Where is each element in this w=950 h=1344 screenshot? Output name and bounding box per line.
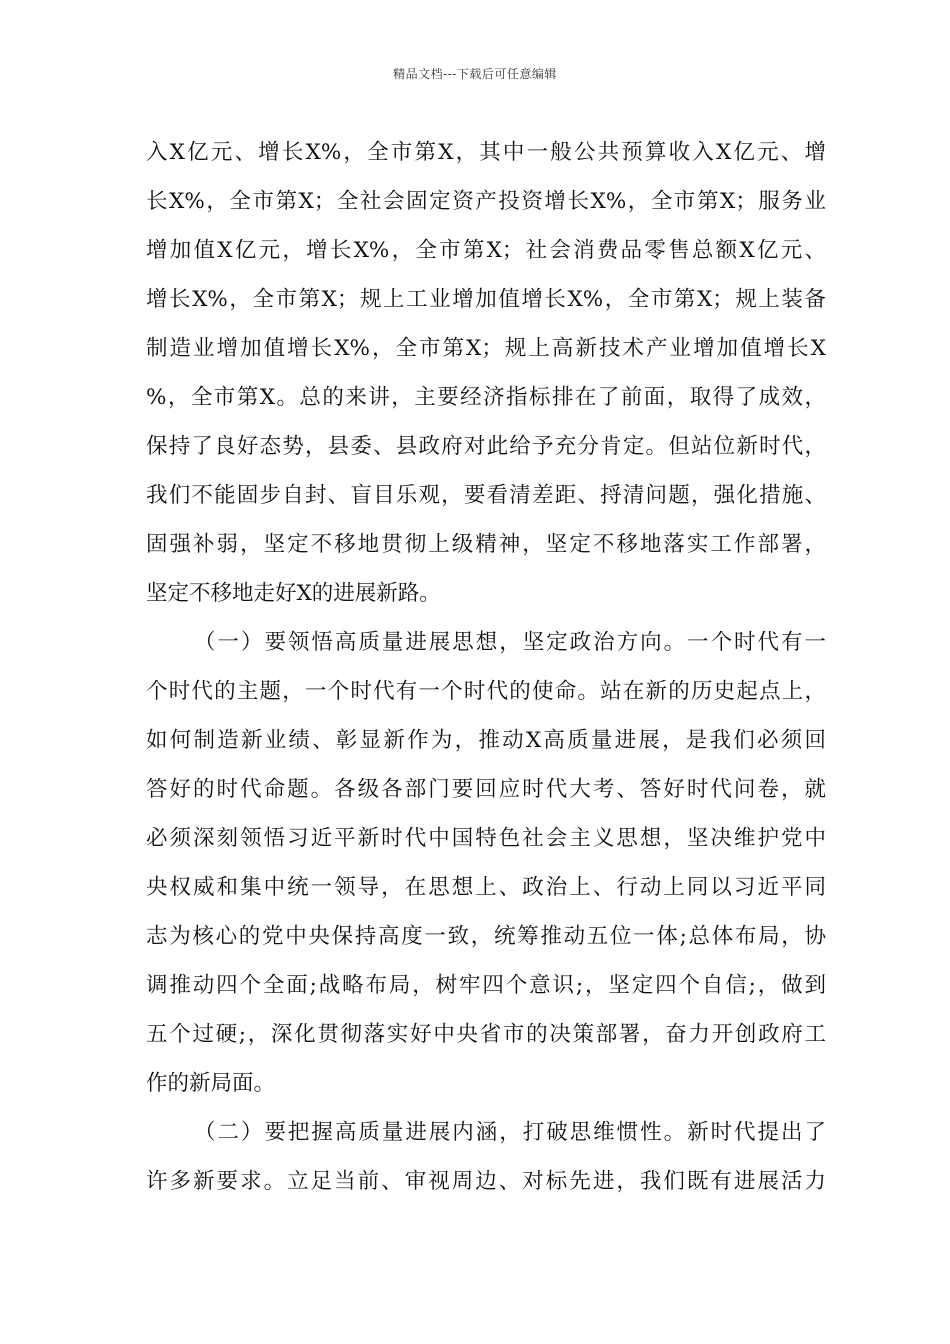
text-line: 保持了良好态势，县委、县政府对此给予充分肯定。但站位新时代， xyxy=(146,434,826,459)
text-line: 如何制造新业绩、彰显新作为，推动X高质量进展，是我们必须回 xyxy=(146,728,826,753)
paragraph xyxy=(146,624,826,1114)
text-line: 增加值X亿元，增长X%，全市第X；社会消费品零售总额X亿元、 xyxy=(146,238,826,263)
text-line: 制造业增加值增长X%，全市第X；规上高新技术产业增加值增长X xyxy=(146,336,826,361)
text-line: 我们不能固步自封、盲目乐观，要看清差距、捋清问题，强化措施、 xyxy=(146,483,826,508)
text-line: （二）要把握高质量进展内涵，打破思维惯性。新时代提出了 xyxy=(194,1120,826,1145)
text-line: 答好的时代命题。各级各部门要回应时代大考、答好时代问卷，就 xyxy=(146,777,826,802)
text-line: 增长X%，全市第X；规上工业增加值增长X%，全市第X；规上装备 xyxy=(146,287,826,312)
paragraph xyxy=(146,1114,826,1212)
text-line: 个时代的主题，一个时代有一个时代的使命。站在新的历史起点上， xyxy=(146,679,826,704)
page-header: 精品文档---下载后可任意编辑 xyxy=(393,67,557,81)
text-line: （一）要领悟高质量进展思想，坚定政治方向。一个时代有一 xyxy=(194,630,826,655)
text-line: 长X%，全市第X；全社会固定资产投资增长X%，全市第X；服务业 xyxy=(146,189,826,214)
text-line: 固强补弱，坚定不移地贯彻上级精神，坚定不移地落实工作部署， xyxy=(146,532,826,557)
text-line: 许多新要求。立足当前、审视周边、对标先进，我们既有进展活力 xyxy=(146,1169,826,1194)
text-line: 作的新局面。 xyxy=(146,1071,276,1096)
text-line: 调推动四个全面;战略布局，树牢四个意识;，坚定四个自信;，做到 xyxy=(146,973,826,998)
text-line: 央权威和集中统一领导，在思想上、政治上、行动上同以习近平同 xyxy=(146,875,826,900)
text-line: %，全市第X。总的来讲，主要经济指标排在了前面，取得了成效， xyxy=(146,385,826,410)
text-line: 入X亿元、增长X%，全市第X，其中一般公共预算收入X亿元、增 xyxy=(146,140,826,165)
text-line: 坚定不移地走好X的进展新路。 xyxy=(146,581,441,606)
text-line: 必须深刻领悟习近平新时代中国特色社会主义思想，坚决维护党中 xyxy=(146,826,826,851)
text-line: 志为核心的党中央保持高度一致，统筹推动五位一体;总体布局，协 xyxy=(146,924,826,949)
text-line: 五个过硬;，深化贯彻落实好中央省市的决策部署，奋力开创政府工 xyxy=(146,1022,826,1047)
paragraph xyxy=(146,134,826,624)
document-body xyxy=(146,134,826,1212)
